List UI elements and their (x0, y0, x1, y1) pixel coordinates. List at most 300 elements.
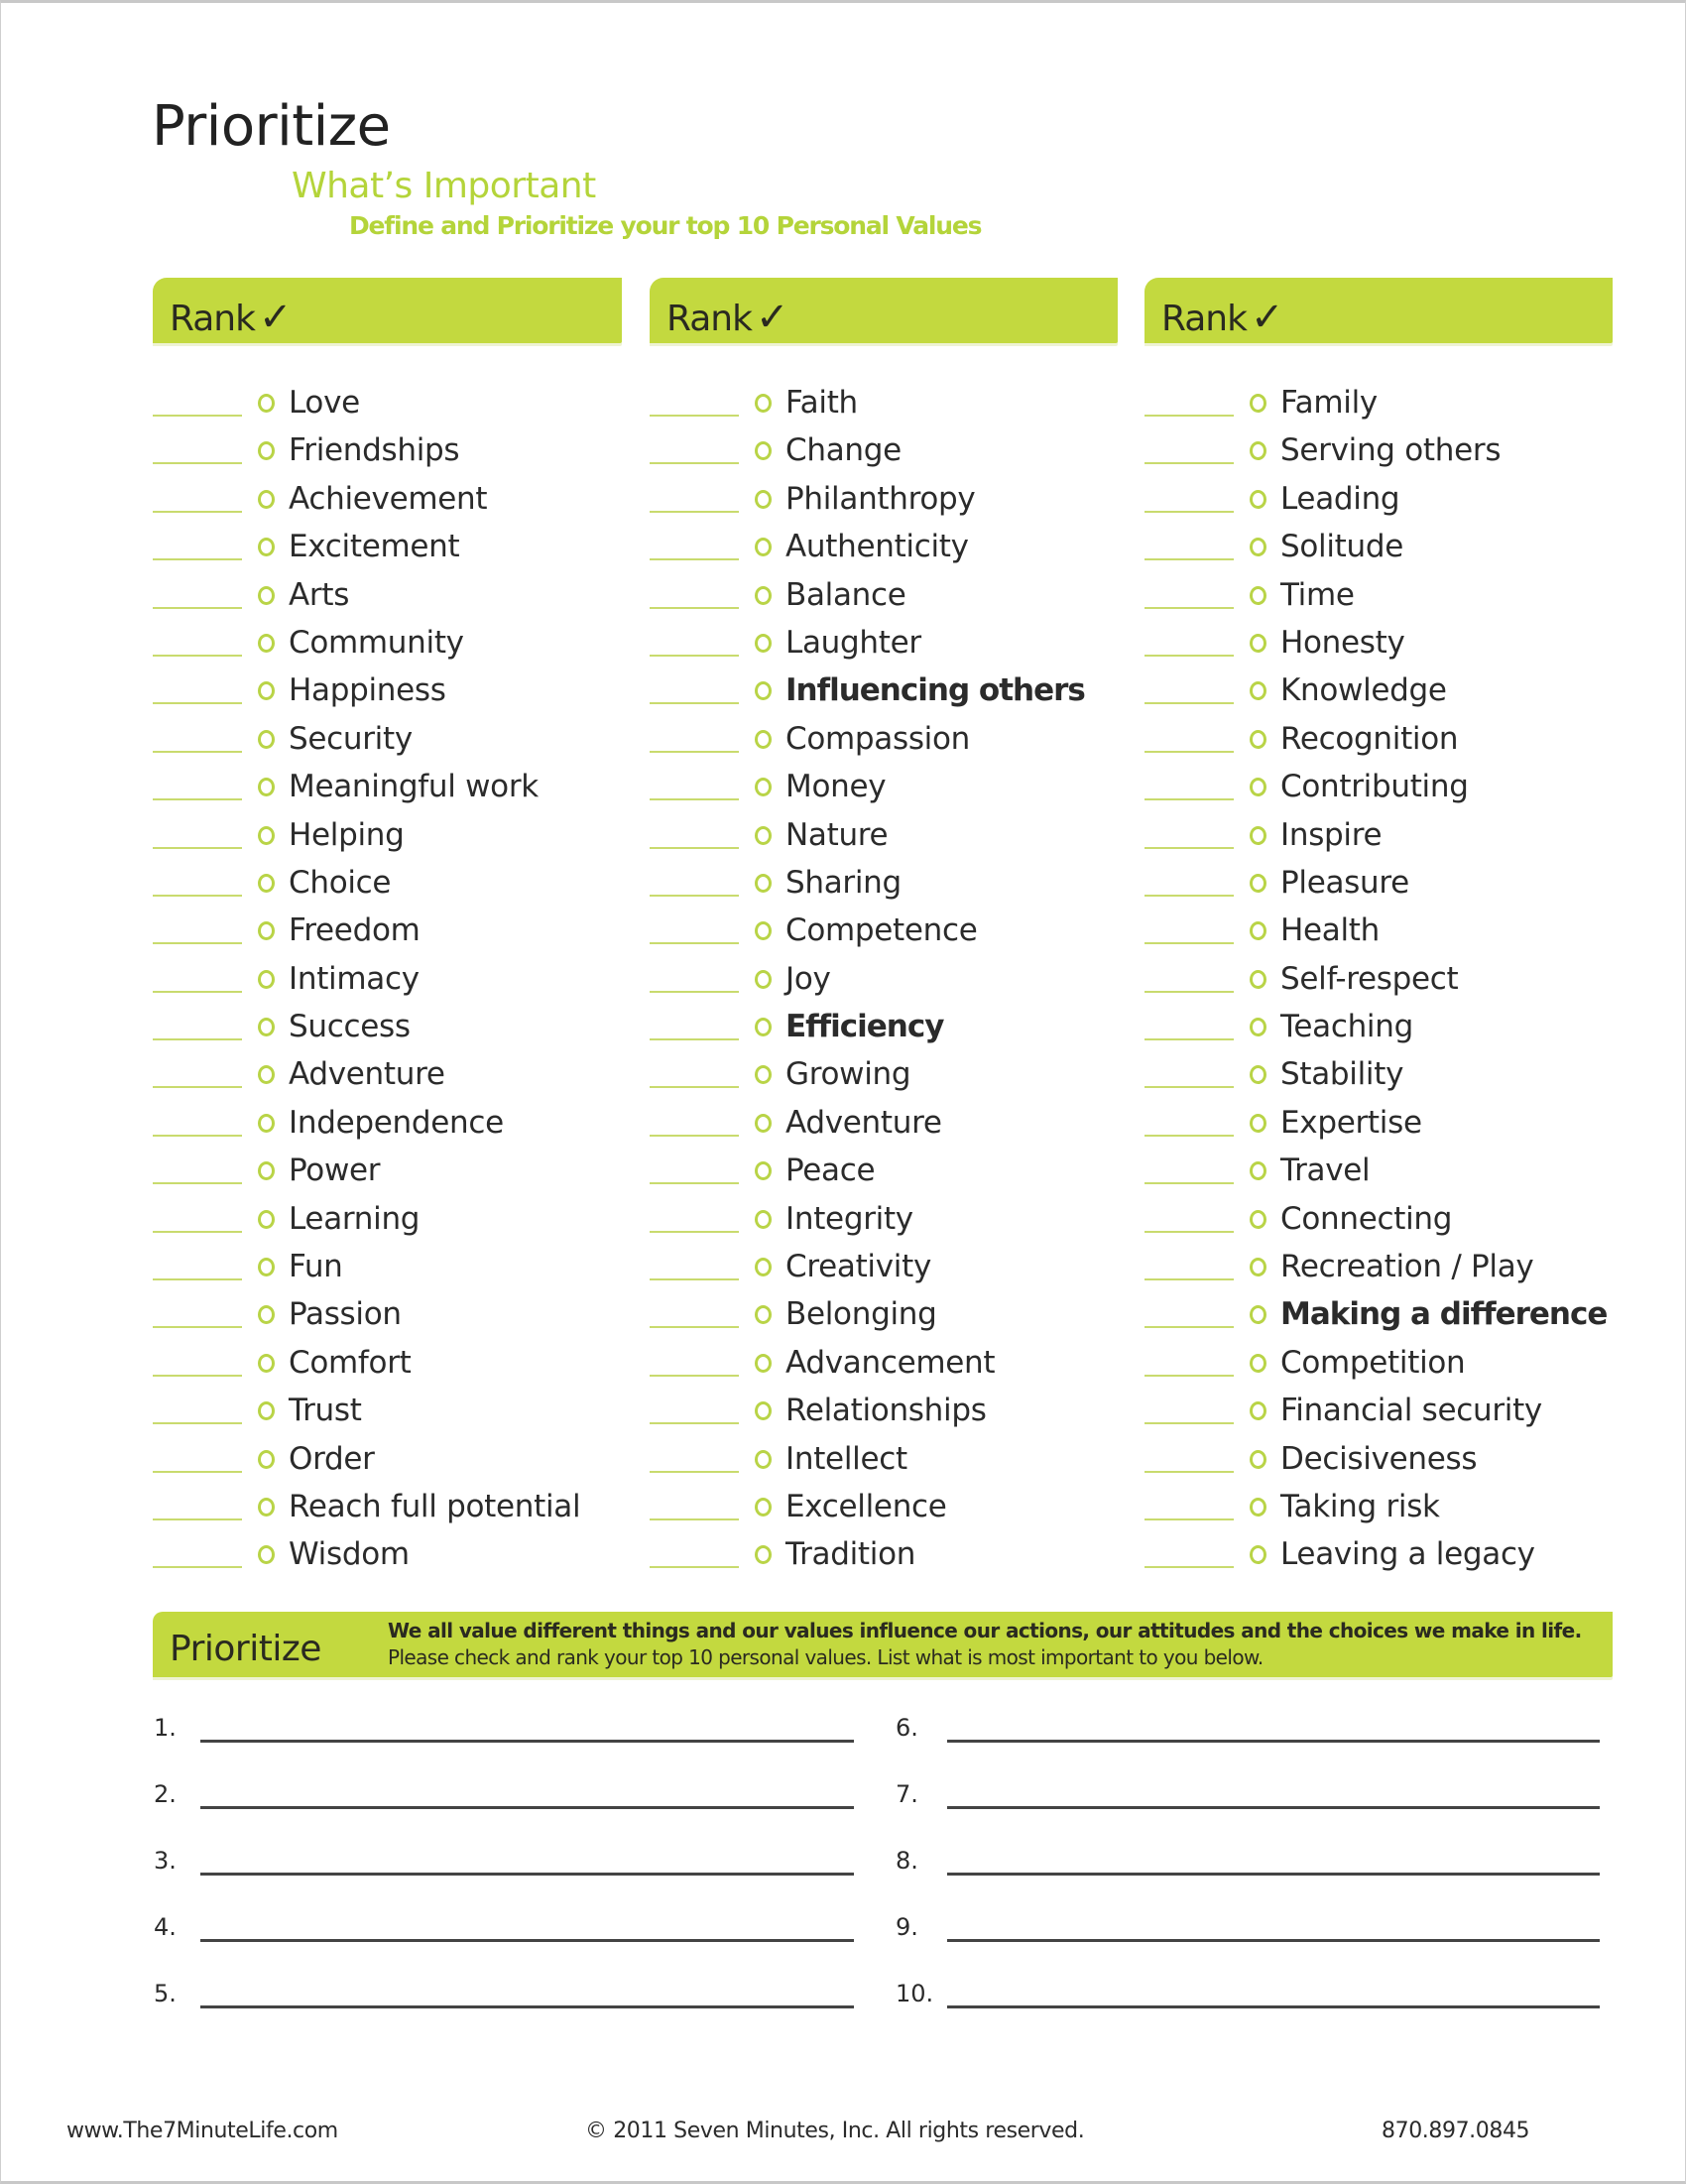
checkbox-circle-icon[interactable] (1250, 1210, 1266, 1229)
checkbox-circle-icon[interactable] (755, 921, 772, 940)
value-label: Money (785, 769, 887, 805)
value-label: Competition (1280, 1344, 1466, 1381)
top-value-entry (154, 1913, 854, 1953)
rank-blank-field[interactable] (1144, 655, 1234, 657)
value-row (650, 573, 1126, 621)
rank-blank-field[interactable] (153, 511, 242, 513)
checkbox-circle-icon[interactable] (1250, 1258, 1266, 1276)
checkbox-circle-icon[interactable] (1250, 1065, 1266, 1084)
checkbox-circle-icon[interactable] (1250, 394, 1266, 413)
checkbox-circle-icon[interactable] (755, 1305, 772, 1324)
value-label: Stability (1280, 1056, 1404, 1093)
value-label: Travel (1280, 1153, 1371, 1189)
rank-blank-field[interactable] (153, 1422, 242, 1424)
value-row (153, 1245, 629, 1292)
page-title: Prioritize (152, 94, 391, 159)
value-label: Efficiency (785, 1009, 944, 1045)
top-value-entry (154, 1780, 854, 1820)
rank-blank-field[interactable] (1144, 1231, 1234, 1233)
rank-blank-field[interactable] (1144, 895, 1234, 897)
value-label: Laughter (785, 624, 921, 661)
value-label: Teaching (1280, 1009, 1413, 1045)
value-row (650, 1485, 1126, 1532)
checkbox-circle-icon[interactable] (755, 1161, 772, 1180)
checkbox-circle-icon[interactable] (1250, 1114, 1266, 1133)
rank-blank-field[interactable] (1144, 558, 1234, 560)
value-label: Creativity (785, 1249, 932, 1285)
rank-blank-field[interactable] (650, 655, 739, 657)
value-row (1144, 765, 1621, 812)
value-label: Making a difference (1280, 1296, 1608, 1333)
checkbox-circle-icon[interactable] (755, 1065, 772, 1084)
value-row (153, 525, 629, 572)
rank-blank-field[interactable] (650, 1518, 739, 1520)
top-value-entry (896, 1980, 1600, 2019)
rank-blank-field[interactable] (1144, 1471, 1234, 1473)
checkbox-circle-icon[interactable] (755, 1018, 772, 1036)
checkbox-circle-icon[interactable] (1250, 874, 1266, 893)
checkbox-circle-icon[interactable] (258, 970, 275, 989)
value-row (153, 1292, 629, 1340)
checkbox-circle-icon[interactable] (1250, 1498, 1266, 1517)
value-row (1144, 1532, 1621, 1580)
rank-blank-field[interactable] (650, 1038, 739, 1040)
rank-blank-field[interactable] (153, 702, 242, 704)
value-label: Adventure (289, 1056, 445, 1093)
checkbox-circle-icon[interactable] (258, 921, 275, 940)
value-row (650, 525, 1126, 572)
value-row (1144, 1485, 1621, 1532)
rank-blank-field[interactable] (650, 1422, 739, 1424)
checkbox-circle-icon[interactable] (1250, 1161, 1266, 1180)
rank-blank-field[interactable] (650, 1375, 739, 1377)
page-tagline: Define and Prioritize your top 10 Personal Values (349, 211, 982, 240)
checkbox-circle-icon[interactable] (1250, 1450, 1266, 1469)
checkbox-circle-icon[interactable] (755, 778, 772, 796)
value-row (650, 1389, 1126, 1436)
checkbox-circle-icon[interactable] (755, 1401, 772, 1420)
rank-header-1 (153, 278, 622, 343)
checkbox-circle-icon[interactable] (755, 394, 772, 413)
rank-blank-field[interactable] (153, 1326, 242, 1328)
checkbox-circle-icon[interactable] (755, 681, 772, 700)
rank-blank-field[interactable] (153, 1231, 242, 1233)
rank-blank-field[interactable] (1144, 942, 1234, 944)
value-row (650, 668, 1126, 716)
checkbox-circle-icon[interactable] (1250, 1305, 1266, 1324)
checkbox-circle-icon[interactable] (755, 1354, 772, 1373)
value-row (153, 1532, 629, 1580)
checkbox-circle-icon[interactable] (258, 681, 275, 700)
footer-copyright: © 2011 Seven Minutes, Inc. All rights reserved. (585, 2119, 1085, 2143)
entry-number: 8. (896, 1847, 918, 1875)
top-value-entry (154, 1980, 854, 2019)
value-row (153, 813, 629, 861)
rank-blank-field[interactable] (153, 991, 242, 993)
top-value-entry (896, 1847, 1600, 1886)
rank-blank-field[interactable] (1144, 1422, 1234, 1424)
checkbox-circle-icon[interactable] (1250, 634, 1266, 653)
checkbox-circle-icon[interactable] (258, 1545, 275, 1564)
value-row (650, 813, 1126, 861)
entry-write-line[interactable] (200, 1939, 854, 1942)
value-label: Order (289, 1440, 375, 1477)
footer-website: www.The7MinuteLife.com (66, 2119, 338, 2143)
checkbox-circle-icon[interactable] (258, 1354, 275, 1373)
rank-blank-field[interactable] (153, 1182, 242, 1184)
value-label: Community (289, 624, 464, 661)
value-label: Nature (785, 816, 889, 853)
checkbox-circle-icon[interactable] (755, 970, 772, 989)
value-label: Expertise (1280, 1104, 1422, 1141)
checkbox-circle-icon[interactable] (258, 538, 275, 556)
value-label: Competence (785, 912, 978, 949)
rank-blank-field[interactable] (1144, 1375, 1234, 1377)
entry-write-line[interactable] (947, 2005, 1600, 2008)
checkbox-circle-icon[interactable] (258, 1114, 275, 1133)
top-value-entry (154, 1847, 854, 1886)
rank-blank-field[interactable] (650, 607, 739, 609)
value-row (1144, 909, 1621, 956)
checkbox-circle-icon[interactable] (1250, 1401, 1266, 1420)
value-row (1144, 813, 1621, 861)
rank-blank-field[interactable] (153, 1086, 242, 1088)
rank-blank-field[interactable] (650, 1086, 739, 1088)
checkbox-circle-icon[interactable] (755, 1498, 772, 1517)
value-row (1144, 477, 1621, 525)
value-row (1144, 1245, 1621, 1292)
checkbox-circle-icon[interactable] (755, 1545, 772, 1564)
value-row (650, 1101, 1126, 1149)
rank-blank-field[interactable] (1144, 462, 1234, 464)
value-row (153, 477, 629, 525)
value-row (1144, 1292, 1621, 1340)
rank-blank-field[interactable] (650, 751, 739, 753)
value-label: Arts (289, 576, 350, 613)
value-row (1144, 1149, 1621, 1196)
value-label: Recreation / Play (1280, 1249, 1534, 1285)
checkbox-circle-icon[interactable] (258, 1498, 275, 1517)
rank-blank-field[interactable] (650, 1471, 739, 1473)
entry-write-line[interactable] (200, 1806, 854, 1809)
value-label: Intellect (785, 1440, 907, 1477)
rank-label: Rank (1161, 299, 1247, 339)
value-label: Learning (289, 1200, 421, 1237)
rank-blank-field[interactable] (1144, 607, 1234, 609)
checkbox-circle-icon[interactable] (755, 730, 772, 749)
value-row (1144, 1437, 1621, 1485)
checkbox-circle-icon[interactable] (755, 1210, 772, 1229)
entry-number: 7. (896, 1780, 918, 1808)
rank-blank-field[interactable] (1144, 751, 1234, 753)
rank-blank-field[interactable] (1144, 1086, 1234, 1088)
rank-blank-field[interactable] (650, 511, 739, 513)
checkbox-circle-icon[interactable] (1250, 970, 1266, 989)
rank-blank-field[interactable] (153, 1038, 242, 1040)
value-label: Faith (785, 385, 858, 421)
entry-write-line[interactable] (947, 1740, 1600, 1743)
rank-blank-field[interactable] (153, 942, 242, 944)
instructions-regular: Please check and rank your top 10 personal values. List what is most important to you below. (388, 1645, 1264, 1669)
value-row (1144, 1341, 1621, 1389)
checkbox-circle-icon[interactable] (755, 490, 772, 509)
value-label: Happiness (289, 672, 446, 709)
value-label: Friendships (289, 432, 460, 469)
rank-blank-field[interactable] (153, 1518, 242, 1520)
value-row (153, 668, 629, 716)
checkbox-circle-icon[interactable] (258, 1401, 275, 1420)
checkbox-circle-icon[interactable] (258, 1258, 275, 1276)
checkbox-circle-icon[interactable] (1250, 1018, 1266, 1036)
checkbox-circle-icon[interactable] (258, 394, 275, 413)
check-icon: ✓ (258, 295, 292, 340)
value-label: Serving others (1280, 432, 1502, 469)
top-value-entry (896, 1913, 1600, 1953)
value-row (650, 1437, 1126, 1485)
value-label: Peace (785, 1153, 876, 1189)
rank-blank-field[interactable] (153, 607, 242, 609)
entry-number: 1. (154, 1714, 177, 1742)
rank-blank-field[interactable] (650, 942, 739, 944)
checkbox-circle-icon[interactable] (258, 1018, 275, 1036)
checkbox-circle-icon[interactable] (755, 1114, 772, 1133)
rank-header-2 (650, 278, 1118, 343)
rank-blank-field[interactable] (153, 558, 242, 560)
value-label: Solitude (1280, 529, 1404, 565)
rank-blank-field[interactable] (1144, 511, 1234, 513)
value-row (1144, 861, 1621, 909)
rank-blank-field[interactable] (650, 991, 739, 993)
entry-number: 6. (896, 1714, 918, 1742)
checkbox-circle-icon[interactable] (258, 634, 275, 653)
entry-number: 3. (154, 1847, 177, 1875)
checkbox-circle-icon[interactable] (258, 1210, 275, 1229)
value-row (153, 1005, 629, 1052)
value-row (1144, 1101, 1621, 1149)
value-label: Power (289, 1153, 381, 1189)
checkbox-circle-icon[interactable] (755, 1258, 772, 1276)
value-label: Leaving a legacy (1280, 1536, 1535, 1573)
checkbox-circle-icon[interactable] (755, 874, 772, 893)
value-row (650, 717, 1126, 765)
checkbox-circle-icon[interactable] (1250, 1354, 1266, 1373)
checkbox-circle-icon[interactable] (258, 1450, 275, 1469)
value-row (153, 621, 629, 668)
value-row (650, 428, 1126, 476)
checkbox-circle-icon[interactable] (755, 441, 772, 460)
value-row (153, 909, 629, 956)
rank-blank-field[interactable] (153, 1375, 242, 1377)
value-label: Trust (289, 1393, 362, 1429)
value-row (153, 573, 629, 621)
value-label: Knowledge (1280, 672, 1447, 709)
entry-write-line[interactable] (200, 2005, 854, 2008)
value-label: Inspire (1280, 816, 1383, 853)
rank-blank-field[interactable] (1144, 1038, 1234, 1040)
checkbox-circle-icon[interactable] (258, 730, 275, 749)
value-row (650, 957, 1126, 1005)
checkbox-circle-icon[interactable] (755, 634, 772, 653)
value-row (1144, 621, 1621, 668)
value-label: Connecting (1280, 1200, 1453, 1237)
checkbox-circle-icon[interactable] (258, 1065, 275, 1084)
value-label: Choice (289, 864, 392, 901)
value-label: Reach full potential (289, 1488, 581, 1524)
entry-write-line[interactable] (200, 1873, 854, 1876)
value-label: Wisdom (289, 1536, 410, 1573)
value-row (1144, 1197, 1621, 1245)
checkbox-circle-icon[interactable] (258, 441, 275, 460)
checkbox-circle-icon[interactable] (1250, 681, 1266, 700)
rank-blank-field[interactable] (153, 655, 242, 657)
rank-blank-field[interactable] (1144, 1135, 1234, 1137)
value-row (153, 1052, 629, 1100)
value-label: Fun (289, 1249, 343, 1285)
value-row (650, 909, 1126, 956)
entry-write-line[interactable] (947, 1806, 1600, 1809)
entry-number: 2. (154, 1780, 177, 1808)
prioritize-bar-title: Prioritize (170, 1629, 321, 1669)
checkbox-circle-icon[interactable] (258, 1161, 275, 1180)
rank-blank-field[interactable] (650, 1135, 739, 1137)
checkbox-circle-icon[interactable] (1250, 921, 1266, 940)
value-label: Advancement (785, 1344, 996, 1381)
value-label: Helping (289, 816, 405, 853)
rank-blank-field[interactable] (650, 847, 739, 849)
checkbox-circle-icon[interactable] (755, 538, 772, 556)
value-row (153, 1437, 629, 1485)
value-row (153, 1101, 629, 1149)
rank-blank-field[interactable] (153, 798, 242, 800)
rank-blank-field[interactable] (650, 1231, 739, 1233)
rank-blank-field[interactable] (153, 1471, 242, 1473)
rank-blank-field[interactable] (1144, 1566, 1234, 1568)
value-label: Influencing others (785, 672, 1085, 709)
rank-blank-field[interactable] (153, 462, 242, 464)
checkbox-circle-icon[interactable] (258, 874, 275, 893)
footer-phone: 870.897.0845 (1382, 2119, 1530, 2143)
checkbox-circle-icon[interactable] (258, 490, 275, 509)
checkbox-circle-icon[interactable] (755, 826, 772, 845)
entry-write-line[interactable] (947, 1873, 1600, 1876)
value-row (650, 477, 1126, 525)
rank-blank-field[interactable] (1144, 847, 1234, 849)
rank-blank-field[interactable] (650, 415, 739, 417)
checkbox-circle-icon[interactable] (1250, 730, 1266, 749)
value-row (1144, 381, 1621, 428)
rank-blank-field[interactable] (650, 702, 739, 704)
rank-blank-field[interactable] (650, 1326, 739, 1328)
checkbox-circle-icon[interactable] (755, 586, 772, 605)
rank-blank-field[interactable] (650, 895, 739, 897)
value-row (1144, 957, 1621, 1005)
entry-write-line[interactable] (947, 1939, 1600, 1942)
checkbox-circle-icon[interactable] (258, 1305, 275, 1324)
value-row (1144, 525, 1621, 572)
checkbox-circle-icon[interactable] (1250, 441, 1266, 460)
rank-blank-field[interactable] (1144, 1518, 1234, 1520)
checkbox-circle-icon[interactable] (1250, 538, 1266, 556)
rank-blank-field[interactable] (153, 415, 242, 417)
value-label: Time (1280, 576, 1355, 613)
value-label: Freedom (289, 912, 421, 949)
value-row (650, 1245, 1126, 1292)
value-row (153, 957, 629, 1005)
checkbox-circle-icon[interactable] (258, 586, 275, 605)
check-icon: ✓ (755, 295, 788, 340)
rank-blank-field[interactable] (1144, 798, 1234, 800)
value-row (153, 1341, 629, 1389)
checkbox-circle-icon[interactable] (258, 826, 275, 845)
rank-blank-field[interactable] (1144, 1278, 1234, 1280)
rank-blank-field[interactable] (153, 847, 242, 849)
rank-blank-field[interactable] (1144, 1326, 1234, 1328)
value-row (1144, 428, 1621, 476)
rank-blank-field[interactable] (153, 751, 242, 753)
rank-blank-field[interactable] (153, 1278, 242, 1280)
value-row (153, 1485, 629, 1532)
value-row (153, 861, 629, 909)
checkbox-circle-icon[interactable] (1250, 586, 1266, 605)
value-label: Change (785, 432, 902, 469)
entry-number: 5. (154, 1980, 177, 2007)
rank-blank-field[interactable] (650, 1278, 739, 1280)
checkbox-circle-icon[interactable] (1250, 778, 1266, 796)
rank-blank-field[interactable] (1144, 1182, 1234, 1184)
value-row (650, 861, 1126, 909)
rank-blank-field[interactable] (1144, 415, 1234, 417)
rank-blank-field[interactable] (1144, 702, 1234, 704)
value-row (153, 717, 629, 765)
checkbox-circle-icon[interactable] (1250, 826, 1266, 845)
rank-blank-field[interactable] (650, 1182, 739, 1184)
rank-blank-field[interactable] (153, 895, 242, 897)
value-label: Joy (785, 960, 831, 997)
rank-blank-field[interactable] (1144, 991, 1234, 993)
checkbox-circle-icon[interactable] (755, 1450, 772, 1469)
value-label: Comfort (289, 1344, 412, 1381)
value-row (650, 1149, 1126, 1196)
value-label: Compassion (785, 720, 971, 757)
value-label: Balance (785, 576, 906, 613)
instructions-bold: We all value different things and our values influence our actions, our attitudes and the choices we make in life. (388, 1619, 1582, 1642)
values-column-3 (1144, 381, 1621, 1581)
value-row (1144, 573, 1621, 621)
value-label: Taking risk (1280, 1488, 1440, 1524)
checkbox-circle-icon[interactable] (1250, 490, 1266, 509)
checkbox-circle-icon[interactable] (258, 778, 275, 796)
value-row (153, 1149, 629, 1196)
rank-blank-field[interactable] (650, 558, 739, 560)
value-label: Relationships (785, 1393, 987, 1429)
value-row (1144, 668, 1621, 716)
rank-blank-field[interactable] (153, 1566, 242, 1568)
value-label: Honesty (1280, 624, 1405, 661)
value-row (1144, 1389, 1621, 1436)
checkbox-circle-icon[interactable] (1250, 1545, 1266, 1564)
value-label: Financial security (1280, 1393, 1542, 1429)
value-label: Security (289, 720, 413, 757)
rank-blank-field[interactable] (650, 1566, 739, 1568)
rank-blank-field[interactable] (650, 462, 739, 464)
rank-blank-field[interactable] (153, 1135, 242, 1137)
value-label: Leading (1280, 480, 1400, 517)
value-row (650, 1197, 1126, 1245)
value-row (153, 1389, 629, 1436)
value-label: Love (289, 385, 360, 421)
entry-write-line[interactable] (200, 1740, 854, 1743)
rank-blank-field[interactable] (650, 798, 739, 800)
